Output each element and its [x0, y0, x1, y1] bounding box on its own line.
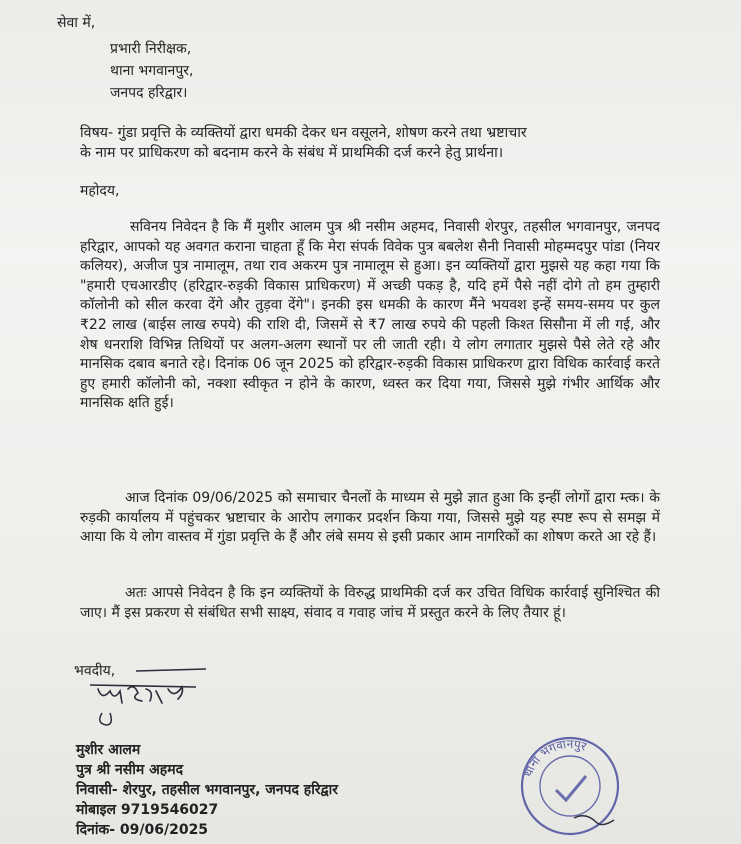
recipient-line-3: जनपद हरिद्वार।	[110, 85, 188, 101]
subject-line-1: विषय- गुंडा प्रवृत्ति के व्यक्तियों द्वारा धमकी देकर धन वसूलने, शोषण करने तथा भ्रष्टाचार	[80, 125, 527, 141]
sender-name: मुशीर आलम	[76, 742, 141, 758]
paragraph-3: अतः आपसे निवेदन है कि इन व्यक्तियों के विरुद्ध प्राथमिकी दर्ज कर उचित विधिक कार्रवाई सुनिश्चित की जाए। मैं इस प्रकरण से संबंधित सभी साक्ष्य, संवाद व गवाह जांच में प्रस्तुत करने के लिए तैयार हूं।	[80, 585, 660, 621]
sender-address: निवासी- शेरपुर, तहसील भगवानपुर, जनपद हरिद्वार	[76, 782, 338, 798]
stamp-text: थाना भगवानपुर	[520, 736, 589, 780]
salutation-to: सेवा में,	[57, 15, 96, 31]
police-stamp-icon	[514, 728, 626, 840]
sender-father: पुत्र श्री नसीम अहमद	[76, 762, 184, 778]
greeting: महोदय,	[80, 183, 120, 199]
closing: भवदीय,	[74, 663, 116, 679]
subject-line-2: के नाम पर प्राधिकरण को बदनाम करने के संबंध में प्राथमिकी दर्ज करने हेतु प्रार्थना।	[80, 145, 504, 161]
recipient-line-2: थाना भगवानपुर,	[110, 63, 194, 79]
sender-date: दिनांक- 09/06/2025	[76, 822, 209, 838]
sender-mobile: मोबाइल 9719546027	[76, 802, 219, 818]
recipient-line-1: प्रभारी निरीक्षक,	[110, 41, 192, 57]
paragraph-1: सविनय निवेदन है कि मैं मुशीर आलम पुत्र श्री नसीम अहमद, निवासी शेरपुर, तहसील भगवानपुर, जनपद हरिद्वार, आपको यह अवगत कराना चाहता हूँ कि मेरा संपर्क विवेक पुत्र बबलेश सैनी निवासी मोहम्मदपुर पांडा (नियर कलियर), अजीज पुत्र नामालूम, तथा राव अकरम पुत्र नामालूम से हुआ। इन व्यक्तियों द्वारा मुझसे यह कहा गया कि "हमारी एचआरडीए (हरिद्वार-रुड़की विकास प्राधिकरण) में अच्छी पकड़ है, यदि हमें पैसे नहीं दोगे तो हम तुम्हारी कॉलोनी को सील करवा देंगे और तुड़वा देंगे"। इनकी इस धमकी के कारण मैंने भयवश इन्हें समय-समय पर कुल ₹22 लाख (बाईस लाख रुपये) की राशि दी, जिसमें से ₹7 लाख रुपये की पहली किश्त सिसौना में ली गई, और शेष धनराशि विभिन्न तिथियों पर अलग-अलग स्थानों पर ली जाती रही। ये लोग लगातार मुझसे पैसे लेते रहे और मानसिक दबाव बनाते रहे। दिनांक 06 जून 2025 को हरिद्वार-रुड़की विकास प्राधिकरण द्वारा विधिक कार्रवाई करते हुए हमारी कॉलोनी को, नक्शा स्वीकृत न होने के कारण, ध्वस्त कर दिया गया, जिससे मुझे गंभीर आर्थिक और मानसिक क्षति हुई।	[80, 219, 660, 412]
paragraph-2: आज दिनांक 09/06/2025 को समाचार चैनलों के माध्यम से मुझे ज्ञात हुआ कि इन्हीं लोगों द्वारा म्त्क। के रुड़की कार्यालय में पहुंचकर भ्रष्टाचार के आरोप लगाकर प्रदर्शन किया गया, जिससे मुझे यह स्पष्ट रूप से समझ में आया कि ये लोग वास्तव में गुंडा प्रवृत्ति के हैं और लंबे समय से इसी प्रकार आम नागरिकों का शोषण करते आ रहे हैं।	[80, 490, 660, 546]
signature-icon	[76, 665, 216, 730]
